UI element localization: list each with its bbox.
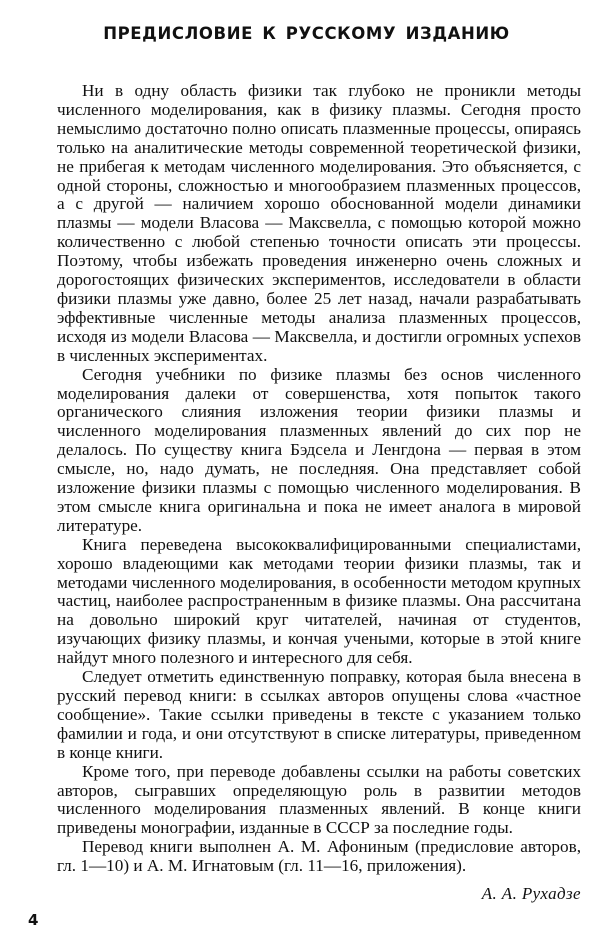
paragraph: Кроме того, при переводе добавлены ссылки на работы советских авторов, сыгравших определяющую роль в развитии методов численного моделирования плазменных явлений. В конце книги приведены монографии, изданные в СССР за последние годы. xyxy=(57,761,581,838)
page-title: ПРЕДИСЛОВИЕ К РУССКОМУ ИЗДАНИЮ xyxy=(103,24,510,43)
preface-body xyxy=(57,82,581,876)
paragraph: Сегодня учебники по физике плазмы без основ численного моделирования далеки от совершенства, хотя попыток такого органического слияния изложения теории физики плазмы и численного моделирования плазменных явлений до сих пор не делалось. По существу книга Бэдсела и Ленгдона — первая в этом смысле, но, надо думать, не последняя. Она представляет собой изложение физики плазмы с помощью численного моделирования. В этом смысле книга оригинальна и пока не имеет аналога в мировой литературе. xyxy=(57,364,581,535)
paragraph: Ни в одну область физики так глубоко не проникли методы численного моделирования, как в физику плазмы. Сегодня просто немыслимо достаточно полно описать плазменные процессы, опираясь только на аналитические методы современной теоретической физики, не прибегая к методам численного моделирования. Это объясняется, с одной стороны, сложностью и многообразием плазменных процессов, а с другой — наличием хорошо обоснованной модели динамики плазмы — модели Власова — Максвелла, с помощью которой можно количественно с любой степенью точности описать эти процессы. Поэтому, чтобы избежать проведения инженерно очень сложных и дорогостоящих физических экспериментов, исследователи в области физики плазмы уже давно, более 25 лет назад, начали разрабатывать эффективные численные методы анализа плазменных процессов, исходя из модели Власова — Максвелла, и достигли огромных успехов в численных экспериментах. xyxy=(57,81,581,365)
author-signature: А. А. Рухадзе xyxy=(481,884,581,903)
paragraph: Перевод книги выполнен А. М. Афониным (предисловие авторов, гл. 1—10) и А. М. Игнатовым (гл. 11—16, приложения). xyxy=(57,837,581,876)
paragraph: Следует отметить единственную поправку, которая была внесена в русский перевод книги: в ссылках авторов опущены слова «частное сообщение». Такие ссылки приведены в тексте с указанием только фамилии и года, и они отсутствуют в списке литературы, приведенном в конце книги. xyxy=(57,667,581,762)
page-number: 4 xyxy=(28,911,39,929)
paragraph: Книга переведена высококвалифицированными специалистами, хорошо владеющими как методами теории физики плазмы, так и методами численного моделирования, в особенности методом крупных частиц, наиболее распространенным в физике плазмы. Она рассчитана на довольно широкий круг читателей, начиная от студентов, изучающих физику плазмы, и кончая учеными, которые в этой книге найдут много полезного и интересного для себя. xyxy=(57,534,581,668)
